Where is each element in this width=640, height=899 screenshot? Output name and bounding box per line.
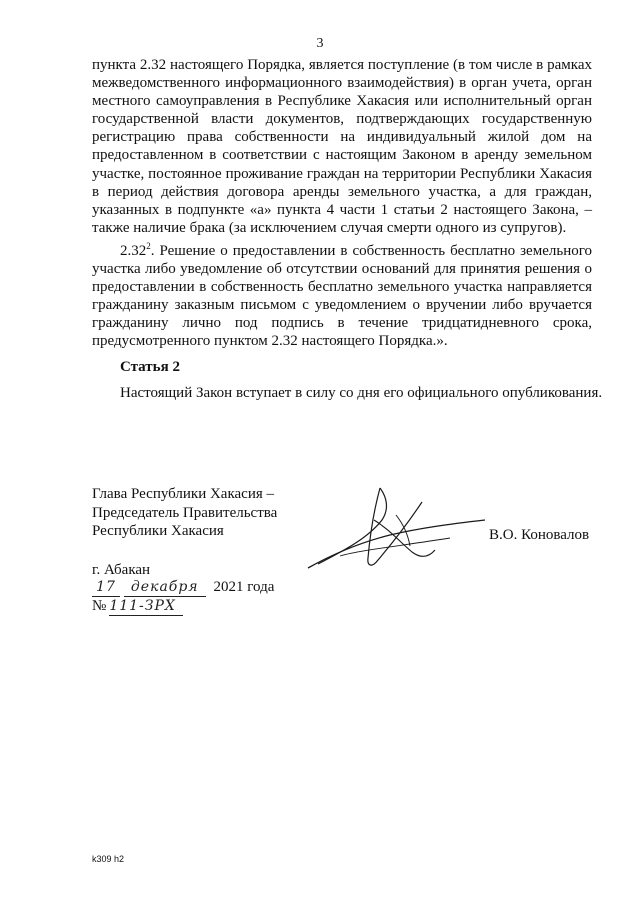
signatory-title-line-3: Республики Хакасия <box>92 523 224 539</box>
handwritten-signature <box>300 480 490 575</box>
handwritten-law-number: 111-ЗРХ <box>109 597 183 616</box>
law-number <box>92 597 183 616</box>
year-text: 2021 года <box>213 579 275 595</box>
signatory-title <box>92 485 277 541</box>
page-number: 3 <box>316 36 324 51</box>
document-body <box>92 56 592 351</box>
handwritten-day: 17 <box>92 578 120 597</box>
body-paragraph-2 <box>92 237 592 351</box>
city-name: г. Абакан <box>92 562 151 578</box>
number-sign: № <box>92 598 107 614</box>
signatory-title-line-1: Глава Республики Хакасия – <box>92 486 275 502</box>
body-paragraph-1: пункта 2.32 настоящего Порядка, является поступление (в том числе в рамках межведомственного информационного взаимодействия) в орган учета, орган местного самоуправления в Республике Хакасия или исполнительный орган государственной власти документов, подтверждающих государственную регистрацию права собственности на индивидуальный жилой дом на предоставленном в соответствии с настоящим Законом в аренду земельном участке, постоянное проживание граждан на территории Республики Хакасия в период действия договора аренды земельного участка, а для граждан, указанных в подпункте «а» пункта 4 части 1 статьи 2 настоящего Закона, – также наличие брака (за исключением случая смерти одного из супругов). <box>92 57 592 236</box>
clause-number: 2.32 <box>120 242 147 259</box>
signatory-title-line-2: Председатель Правительства <box>92 504 278 521</box>
article-2-text: Настоящий Закон вступает в силу со дня его официального опубликования. <box>120 385 603 401</box>
clause-text: . Решение о предоставлении в собственность бесплатно земельного участка либо уведомление об отсутствии оснований для принятия решения о предоставлении в собственность бесплатно земельного участка направляется гражданину заказным письмом с уведомлением о вручении либо вручается гражданину лично под подпись в течение тридцатидневного срока, предусмотренного пунктом 2.32 настоящего Порядка.». <box>92 242 592 350</box>
article-2-heading: Статья 2 <box>120 359 180 375</box>
footer-code: k309 h2 <box>92 854 125 864</box>
signing-date <box>92 578 274 597</box>
handwritten-month: декабря <box>124 578 206 597</box>
signatory-name: В.О. Коновалов <box>489 527 590 543</box>
clause-superscript: 2 <box>146 240 151 251</box>
